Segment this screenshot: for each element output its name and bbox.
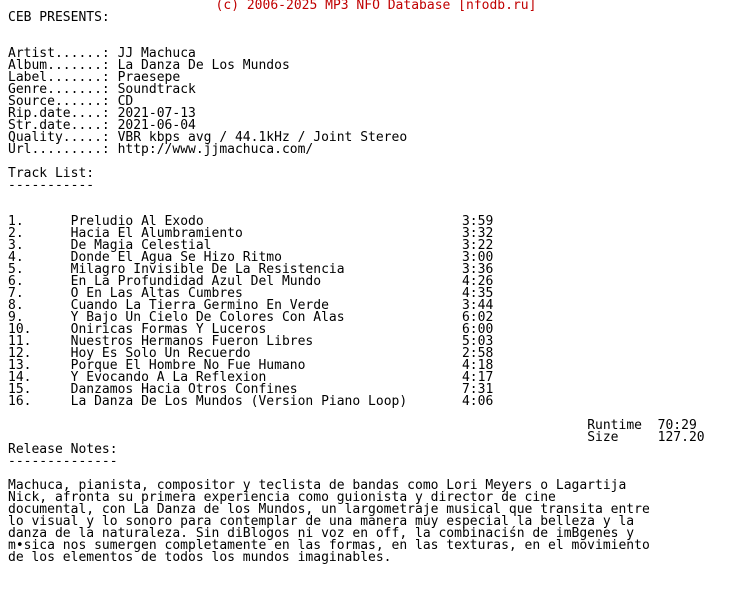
track-time: 4:35 xyxy=(461,286,494,301)
track-title: De Magia Celestial xyxy=(70,238,212,253)
track-time: 4:17 xyxy=(461,370,494,385)
track-title: Danzamos Hacia Otros Confines xyxy=(70,382,298,397)
info-label: Str.date....: xyxy=(8,118,110,133)
track-time: 3:59 xyxy=(461,214,494,229)
track-number: 4. xyxy=(8,250,24,265)
track-time: 4:26 xyxy=(461,274,494,289)
info-value: La Danza De Los Mundos xyxy=(117,58,290,73)
release-notes-line: Machuca, pianista, compositor y teclista de bandas como Lori Meyers o Lagartija xyxy=(8,478,627,493)
presenter-line: CEB PRESENTS: xyxy=(8,10,110,25)
info-label: Label.......: xyxy=(8,70,110,85)
track-title: Donde El Agua Se Hizo Ritmo xyxy=(70,250,282,265)
info-value: http://www.jjmachuca.com/ xyxy=(117,142,314,157)
track-number: 15. xyxy=(8,382,32,397)
info-value: JJ Machuca xyxy=(117,46,196,61)
track-title: Preludio Al Exodo xyxy=(70,214,204,229)
info-value: 2021-07-13 xyxy=(117,106,196,121)
info-label: Quality.....: xyxy=(8,130,110,145)
track-title: Y Bajo Un Cielo De Colores Con Alas xyxy=(70,310,345,325)
info-value: CD xyxy=(117,94,134,109)
info-label: Album.......: xyxy=(8,58,110,73)
track-number: 9. xyxy=(8,310,24,325)
track-number: 5. xyxy=(8,262,24,277)
track-title: Hacia El Alumbramiento xyxy=(70,226,243,241)
track-number: 1. xyxy=(8,214,24,229)
track-number: 8. xyxy=(8,298,24,313)
track-title: O En Las Altas Cumbres xyxy=(70,286,243,301)
info-label: Genre.......: xyxy=(8,82,110,97)
track-number: 12. xyxy=(8,346,32,361)
track-time: 4:18 xyxy=(461,358,494,373)
track-title: Y Evocando A La Reflexion xyxy=(70,370,267,385)
info-row xyxy=(8,142,313,157)
info-value: VBR kbps avg / 44.1kHz / Joint Stereo xyxy=(117,130,408,145)
track-number: 7. xyxy=(8,286,24,301)
track-number: 16. xyxy=(8,394,32,409)
track-title: La Danza De Los Mundos (Version Piano Loop) xyxy=(70,394,408,409)
track-title: Milagro Invisible De La Resistencia xyxy=(70,262,345,277)
track-time: 6:02 xyxy=(461,310,494,325)
track-list-rule xyxy=(8,178,94,193)
presenter xyxy=(8,10,110,25)
track-time: 6:00 xyxy=(461,322,494,337)
size-value: 127.20 xyxy=(657,430,705,445)
track-row xyxy=(8,394,493,409)
track-number: 3. xyxy=(8,238,24,253)
nfo-text xyxy=(8,12,705,564)
track-number: 11. xyxy=(8,334,32,349)
track-list-underline: ----------- xyxy=(8,178,95,193)
track-time: 2:58 xyxy=(461,346,494,361)
release-notes-line: lo visual y lo sonoro para contemplar de una manera muy especial la belleza y la xyxy=(8,514,635,529)
release-notes-title: Release Notes: xyxy=(8,442,118,457)
info-value: 2021-06-04 xyxy=(117,118,196,133)
release-notes-underline: -------------- xyxy=(8,454,118,469)
release-notes-line: documental, con La Danza de los Mundos, un largometraje musical que transita entre xyxy=(8,502,650,517)
track-time: 3:32 xyxy=(461,226,494,241)
track-time: 7:31 xyxy=(461,382,494,397)
track-title: Oniricas Formas Y Luceros xyxy=(70,322,267,337)
runtime-label: Runtime xyxy=(587,418,642,433)
track-number: 10. xyxy=(8,322,32,337)
info-label: Rip.date....: xyxy=(8,106,110,121)
track-title: En La Profundidad Azul Del Mundo xyxy=(70,274,322,289)
track-time: 3:44 xyxy=(461,298,494,313)
info-label: Source......: xyxy=(8,94,110,109)
track-time: 3:36 xyxy=(461,262,494,277)
track-time: 3:00 xyxy=(461,250,494,265)
release-notes-row xyxy=(8,550,392,565)
track-number: 14. xyxy=(8,370,32,385)
release-notes-line: Nick, afronta su primera experiencia como guionista y director de cine xyxy=(8,490,556,505)
track-list-title: Track List: xyxy=(8,166,95,181)
track-title: Cuando La Tierra Germino En Verde xyxy=(70,298,329,313)
info-label: Artist......: xyxy=(8,46,110,61)
track-number: 6. xyxy=(8,274,24,289)
track-title: Hoy Es Solo Un Recuerdo xyxy=(70,346,251,361)
site-header: (c) 2006-2025 MP3 NFO Database [nfodb.ru] xyxy=(215,0,537,13)
release-notes-line: m•sica nos sumergen completamente en las formas, en las texturas, en el movimiento xyxy=(8,538,650,553)
release-notes-line: danza de la naturaleza. Sin diBlogos ni voz en off, la combinaciśn de imBgenes y xyxy=(8,526,635,541)
release-notes-line: de los elementos de todos los mundos imaginables. xyxy=(8,550,392,565)
track-title: Porque El Hombre No Fue Humano xyxy=(70,358,306,373)
release-notes-rule xyxy=(8,454,118,469)
track-time: 3:22 xyxy=(461,238,494,253)
runtime-value: 70:29 xyxy=(657,418,697,433)
track-number: 2. xyxy=(8,226,24,241)
info-label: Url.........: xyxy=(8,142,110,157)
track-number: 13. xyxy=(8,358,32,373)
track-time: 4:06 xyxy=(461,394,494,409)
info-value: Soundtrack xyxy=(117,82,196,97)
info-value: Praesepe xyxy=(117,70,181,85)
track-time: 5:03 xyxy=(461,334,494,349)
size-label: Size xyxy=(587,430,619,445)
track-title: Nuestros Hermanos Fueron Libres xyxy=(70,334,314,349)
